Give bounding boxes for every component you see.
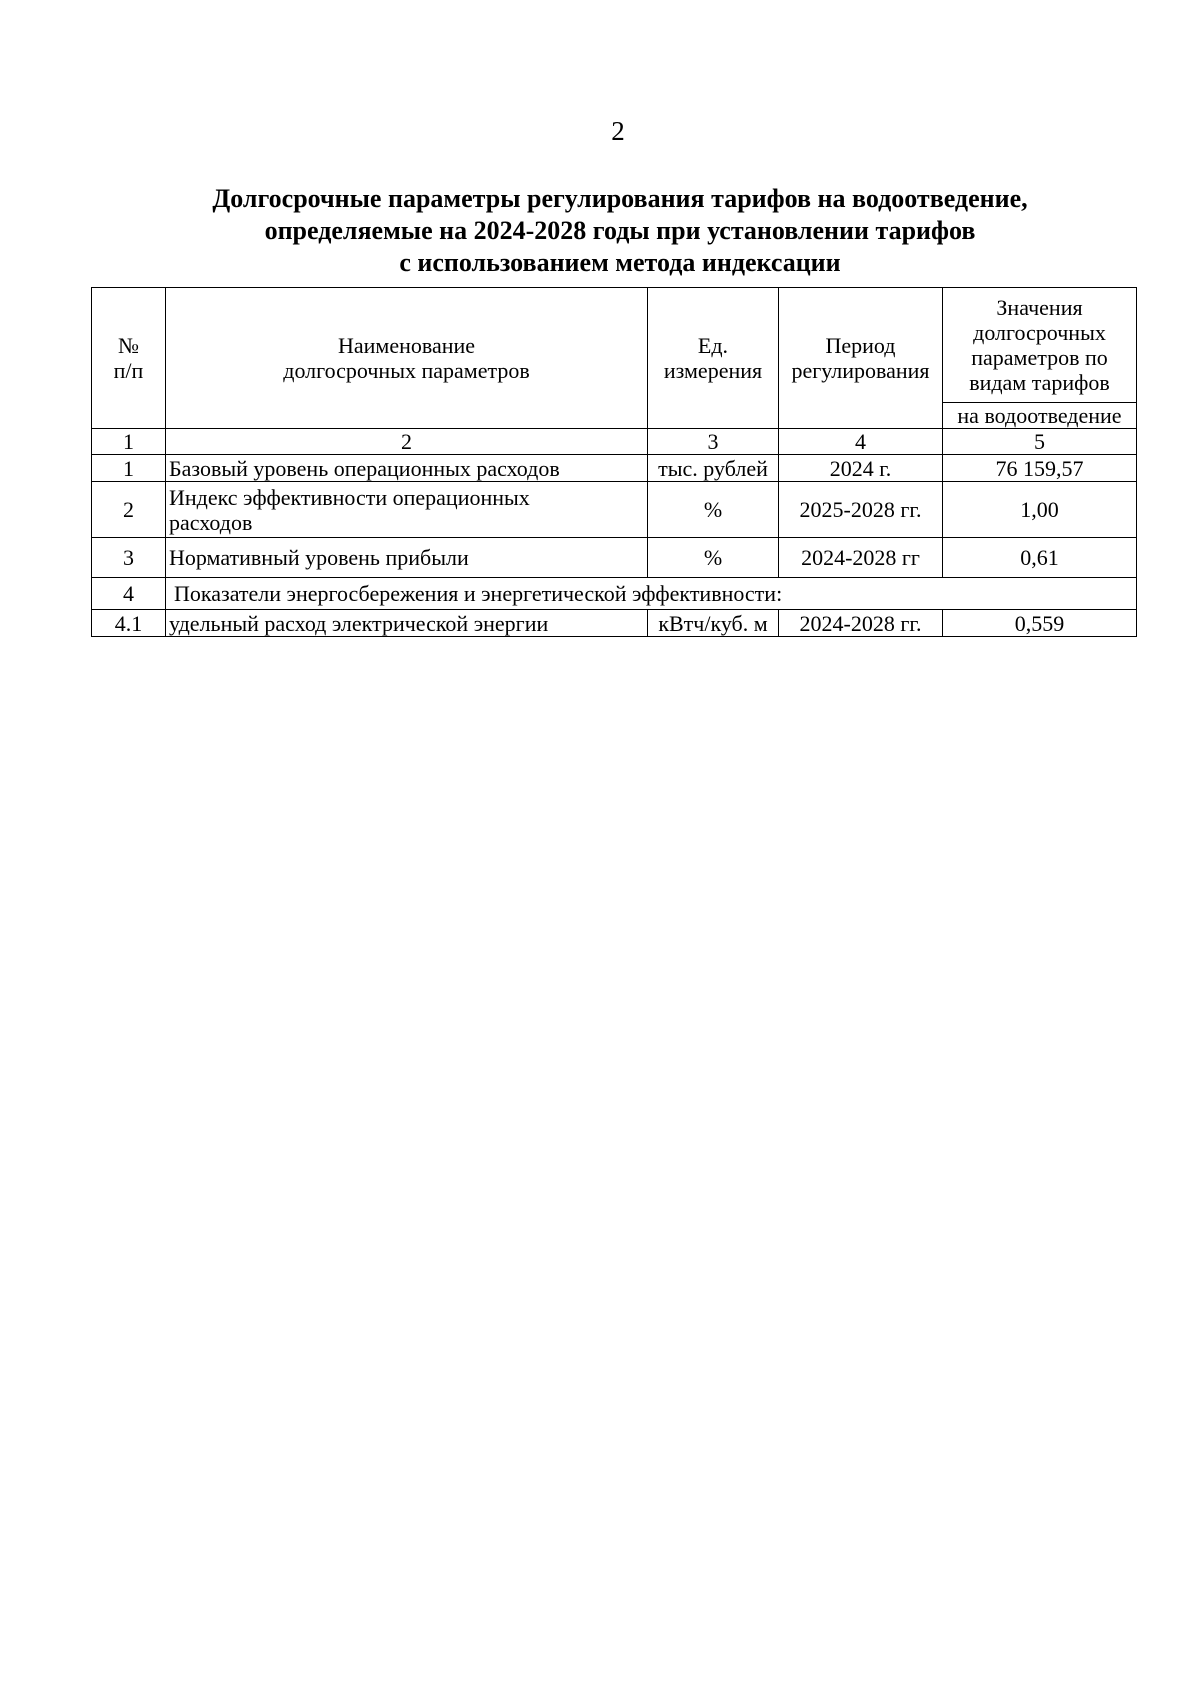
header-row bbox=[92, 288, 1137, 403]
section-row bbox=[92, 578, 1137, 610]
section-num: 4 bbox=[92, 578, 166, 610]
row-name: удельный расход электрической энергии bbox=[166, 610, 648, 637]
table-row bbox=[92, 455, 1137, 482]
row-period: 2024 г. bbox=[779, 455, 943, 482]
table-row bbox=[92, 538, 1137, 578]
header-num: № п/п bbox=[92, 288, 166, 429]
column-number: 2 bbox=[166, 429, 648, 455]
column-number: 1 bbox=[92, 429, 166, 455]
title-line-2: определяемые на 2024-2028 годы при установлении тарифов bbox=[264, 216, 976, 245]
row-num: 1 bbox=[92, 455, 166, 482]
document-title bbox=[120, 183, 1120, 279]
table-row bbox=[92, 610, 1137, 637]
row-num: 2 bbox=[92, 482, 166, 538]
page-number: 2 bbox=[611, 116, 625, 146]
row-unit: кВтч/куб. м bbox=[648, 610, 779, 637]
title-line-1: Долгосрочные параметры регулирования тарифов на водоотведение, bbox=[212, 184, 1028, 213]
row-value: 0,61 bbox=[943, 538, 1137, 578]
title-line-3: с использованием метода индексации bbox=[399, 248, 841, 277]
column-number: 4 bbox=[779, 429, 943, 455]
row-period: 2024-2028 гг. bbox=[779, 610, 943, 637]
header-unit: Ед. измерения bbox=[648, 288, 779, 429]
row-period: 2025-2028 гг. bbox=[779, 482, 943, 538]
header-name: Наименование долгосрочных параметров bbox=[166, 288, 648, 429]
column-number: 5 bbox=[943, 429, 1137, 455]
header-values: Значения долгосрочных параметров по видам тарифов bbox=[943, 288, 1137, 403]
row-name: Нормативный уровень прибыли bbox=[166, 538, 648, 578]
row-num: 4.1 bbox=[92, 610, 166, 637]
row-unit: % bbox=[648, 538, 779, 578]
column-number-row bbox=[92, 429, 1137, 455]
table-row bbox=[92, 482, 1137, 538]
row-name: Индекс эффективности операционных расходов bbox=[166, 482, 648, 538]
header-period: Период регулирования bbox=[779, 288, 943, 429]
row-unit: % bbox=[648, 482, 779, 538]
section-title: Показатели энергосбережения и энергетической эффективности: bbox=[166, 578, 1137, 610]
column-number: 3 bbox=[648, 429, 779, 455]
row-unit: тыс. рублей bbox=[648, 455, 779, 482]
header-values-sub: на водоотведение bbox=[943, 403, 1137, 429]
row-value: 0,559 bbox=[943, 610, 1137, 637]
row-period: 2024-2028 гг bbox=[779, 538, 943, 578]
row-num: 3 bbox=[92, 538, 166, 578]
parameters-table bbox=[91, 287, 1137, 637]
row-value: 1,00 bbox=[943, 482, 1137, 538]
row-value: 76 159,57 bbox=[943, 455, 1137, 482]
row-name: Базовый уровень операционных расходов bbox=[166, 455, 648, 482]
